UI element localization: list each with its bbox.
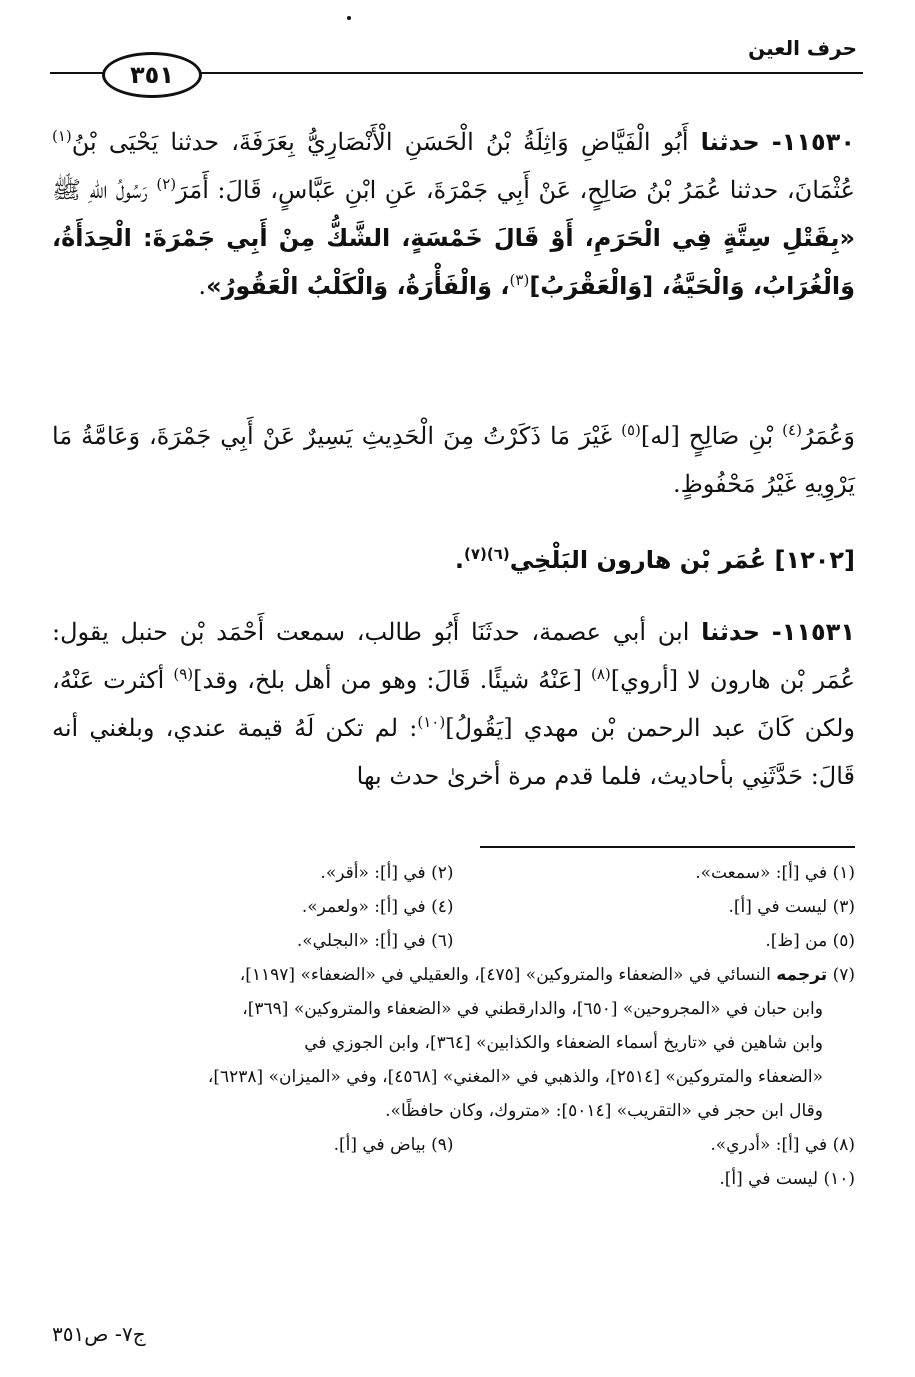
hadith-lead: حدثنا bbox=[700, 128, 760, 156]
footnote-ref: (٩) bbox=[173, 665, 194, 683]
footnote-7-line: النسائي في «الضعفاء والمتروكين» [٤٧٥]، والعقيلي في «الضعفاء» [١١٩٧]، bbox=[239, 965, 771, 985]
hadith-text: [عَنْهُ شيئًا. قَالَ: وهو من أهل بلخ، وقد] bbox=[193, 666, 582, 694]
hadith-number: ١١٥٣٠- bbox=[771, 128, 855, 156]
footnote-ref: (٤) bbox=[782, 421, 802, 439]
hadith-end: . bbox=[198, 272, 207, 300]
footnote-1: (١) في [أ]: «سمعت». bbox=[695, 863, 855, 883]
comment-11530 bbox=[52, 412, 855, 508]
running-title: حرف العين bbox=[748, 36, 857, 60]
hadith-quote: «بِقَتْلِ سِتَّةٍ فِي الْحَرَمِ، أَوْ قَالَ خَمْسَةٍ، الشَّكُّ مِنْ أَبِي جَمْرَةَ: الْحِدَأَةُ، وَالْغُرَابُ، وَالْحَيَّةُ، [وَالْعَقْرَبُ] bbox=[52, 224, 855, 300]
biography-title: [١٢٠٢] عُمَر بْن هارون البَلْخِي bbox=[509, 546, 855, 574]
footnote-ref: (٥) bbox=[621, 421, 641, 439]
footnote-row bbox=[52, 856, 855, 890]
comment-text: غَيْرَ مَا ذَكَرْتُ مِنَ الْحَدِيثِ يَسِيرٌ عَنْ أَبِي جَمْرَةَ، وَعَامَّةُ مَا يَرْوِيهِ غَيْرُ مَحْفُوظٍ. bbox=[52, 422, 855, 498]
footnote-rule bbox=[480, 846, 855, 848]
hadith-text: رَسُولُ اللهِ ﷺ bbox=[52, 176, 148, 204]
footnote-8: (٨) في [أ]: «أدري». bbox=[710, 1135, 855, 1155]
comment-text: بْنِ صَالِحٍ [له] bbox=[640, 422, 774, 450]
footnote-ref: (١) bbox=[52, 127, 72, 145]
footnote-row bbox=[52, 1162, 855, 1196]
footnote-ref: (٢) bbox=[156, 175, 177, 193]
footnote-7 bbox=[52, 958, 855, 992]
page-number: ٣٥١ bbox=[130, 61, 174, 89]
page-number-badge bbox=[102, 52, 202, 98]
footnotes bbox=[52, 856, 855, 1196]
footnote-3: (٣) ليست في [أ]. bbox=[728, 897, 855, 917]
footnote-7-number: (٧) bbox=[832, 965, 855, 985]
footnote-ref: (٦)(٧) bbox=[463, 545, 510, 563]
footnote-6: (٦) في [أ]: «البجلي». bbox=[296, 931, 454, 951]
header-dot bbox=[347, 16, 351, 20]
footnote-2: (٢) في [أ]: «أقر». bbox=[320, 863, 454, 883]
hadith-quote: ، وَالْفَأْرَةُ، وَالْكَلْبُ الْعَقُورُ» bbox=[206, 272, 510, 300]
footnote-7-line: «الضعفاء والمتروكين» [٢٥١٤]، والذهبي في «المغني» [٤٥٦٨]، وفي «الميزان» [٦٢٣٨]، bbox=[207, 1067, 823, 1087]
footnote-7-line: وابن شاهين في «تاريخ أسماء الضعفاء والكذابين» [٣٦٤]، وابن الجوزي في bbox=[304, 1033, 823, 1053]
hadith-text: ابن أبي عصمة، حدثَنَا أَبُو طالب، سمعت أَحْمَد بْن حنبل يقول: عُمَر بْن هارون لا [أروي] bbox=[52, 618, 855, 694]
hadith-11531 bbox=[52, 608, 855, 800]
hadith-text: : لم تكن لَهُ قيمة عندي، وبلغني أنه قَالَ: حَدَّثَنِي بأحاديث، فلما قدم مرة أخرىٰ حدث بها bbox=[52, 714, 855, 790]
hadith-lead: حدثنا bbox=[701, 618, 761, 646]
volume-page-signature: ج٧- ص٣٥١ bbox=[52, 1322, 146, 1346]
footnote-10: (١٠) ليست في [أ]. bbox=[719, 1169, 855, 1189]
footnote-ref: (١٠) bbox=[417, 713, 446, 731]
footnote-4: (٤) في [أ]: «ولعمر». bbox=[301, 897, 454, 917]
hadith-text: أَبُو الْفَيَّاضِ وَاثِلَةُ بْنُ الْحَسَنِ الْأَنْصَارِيُّ بِعَرَفَةَ، حدثنا يَحْيَى بْنُ bbox=[71, 128, 689, 156]
footnote-7-line: وقال ابن حجر في «التقريب» [٥٠١٤]: «متروك، وكان حافظًا». bbox=[385, 1101, 823, 1121]
footnote-ref: (٨) bbox=[590, 665, 611, 683]
heading-end: . bbox=[454, 546, 464, 574]
footnote-row bbox=[52, 890, 855, 924]
comment-text: وَعُمَرُ bbox=[801, 422, 855, 450]
footnote-ref: (٣) bbox=[509, 271, 530, 289]
footnote-row bbox=[52, 924, 855, 958]
footnote-9: (٩) بياض في [أ]. bbox=[333, 1135, 454, 1155]
footnote-5: (٥) من [ظ]. bbox=[765, 931, 855, 951]
footnote-row bbox=[52, 1128, 855, 1162]
biography-heading bbox=[455, 546, 855, 574]
hadith-11530 bbox=[52, 118, 855, 310]
hadith-number: ١١٥٣١- bbox=[771, 618, 855, 646]
hadith-text: عُثْمَانَ، حدثنا عُمَرُ بْنُ صَالِحٍ، عَنْ أَبِي جَمْرَةَ، عَنِ ابْنِ عَبَّاسٍ، قَالَ: أَمَرَ bbox=[176, 176, 855, 204]
footnote-7-line: وابن حبان في «المجروحين» [٦٥٠]، والدارقطني في «الضعفاء والمتروكين» [٣٦٩]، bbox=[242, 999, 823, 1019]
footnote-7-lead: ترجمه bbox=[776, 965, 828, 985]
hadith-text: أكثرت عَنْهُ، ولكن كَانَ عبد الرحمن بْن مهدي [يَقُولُ] bbox=[52, 666, 856, 742]
